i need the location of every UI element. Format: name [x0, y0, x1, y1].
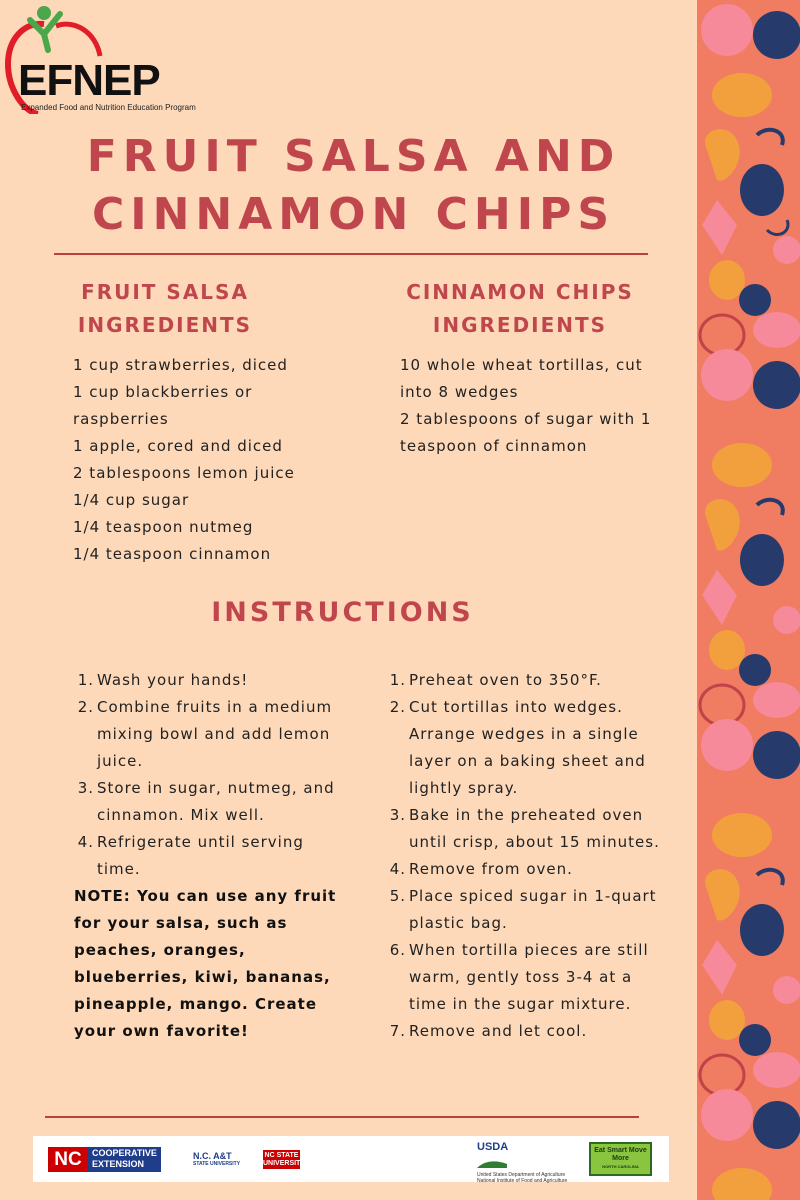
step-text: Remove and let cool.: [409, 1022, 588, 1040]
partner-logos-footer: [33, 1136, 669, 1182]
step-number: 5.: [389, 887, 406, 905]
usda-logo: [477, 1141, 568, 1184]
instructions-heading: INSTRUCTIONS: [211, 597, 474, 628]
ncstate-line-1: NC STATE: [264, 1152, 299, 1159]
step-item: [386, 667, 661, 694]
fruit-pattern: [697, 0, 800, 1200]
list-item: 1 cup blackberries or raspberries: [73, 383, 253, 428]
list-item: 1/4 cup sugar: [73, 491, 190, 509]
list-item: 1 cup strawberries, diced: [73, 356, 288, 374]
step-number: 4.: [389, 860, 406, 878]
salsa-note: NOTE: You can use any fruit for your salsa, such as peaches, oranges, blueberries, kiwi, bananas, pineapple, mango. Create your own favorite!: [74, 887, 337, 1040]
step-item: [74, 667, 336, 694]
logo-tagline: Expanded Food and Nutrition Education Program: [21, 103, 196, 112]
fruit-pattern-panel: [697, 0, 800, 1200]
step-item: [386, 1018, 661, 1045]
recipe-title: [0, 128, 707, 244]
step-text: Cut tortillas into wedges. Arrange wedges in a single layer on a baking sheet and lightly spray.: [409, 698, 646, 797]
step-item: [386, 883, 661, 937]
salsa-steps: [74, 667, 336, 883]
step-item: [386, 802, 661, 856]
list-item: 2 tablespoons of sugar with 1 teaspoon of cinnamon: [400, 410, 652, 455]
step-number: 1.: [77, 671, 94, 689]
list-item: 10 whole wheat tortillas, cut into 8 wedges: [400, 356, 643, 401]
coop-extension-mark: [88, 1147, 161, 1172]
step-item: [386, 937, 661, 1018]
step-text: Combine fruits in a medium mixing bowl and add lemon juice.: [97, 698, 333, 770]
step-number: 7.: [389, 1022, 406, 1040]
step-item: [74, 694, 336, 775]
nc-state-logo: [263, 1150, 306, 1169]
list-item: 2 tablespoons lemon juice: [73, 464, 295, 482]
aandt-sub: STATE UNIVERSITY: [193, 1161, 241, 1167]
cinnamon-chips-heading-line-2: INGREDIENTS: [432, 313, 608, 337]
cinnamon-chips-heading-line-1: CINNAMON CHIPS: [406, 280, 634, 304]
cinnamon-chips-heading: [400, 276, 640, 342]
step-text: Place spiced sugar in 1-quart plastic bag.: [409, 887, 657, 932]
step-text: Wash your hands!: [97, 671, 249, 689]
step-text: Store in sugar, nutmeg, and cinnamon. Mix well.: [97, 779, 335, 824]
efnep-logo: [4, 4, 196, 114]
step-number: 3.: [389, 806, 406, 824]
aandt-name: N.C. A&T: [193, 1151, 232, 1161]
logo-wordmark: EFNEP: [18, 56, 160, 105]
ncstate-line-2: UNIVERSITY: [263, 1160, 306, 1167]
step-number: 4.: [77, 833, 94, 851]
title-divider: [54, 253, 648, 255]
title-line-1: FRUIT SALSA AND: [86, 131, 621, 182]
fruit-salsa-heading: [60, 276, 270, 342]
footer-divider: [45, 1116, 639, 1118]
step-text: Remove from oven.: [409, 860, 573, 878]
step-number: 1.: [389, 671, 406, 689]
fruit-salsa-heading-line-1: FRUIT SALSA: [81, 280, 249, 304]
fruit-tile: [700, 443, 800, 779]
usda-field-icon: [477, 1160, 507, 1168]
step-number: 2.: [77, 698, 94, 716]
list-item: 1/4 teaspoon cinnamon: [73, 545, 272, 563]
step-number: 6.: [389, 941, 406, 959]
fruit-salsa-ingredients: [73, 352, 363, 568]
coop-line-2: EXTENSION: [92, 1159, 145, 1169]
step-number: 2.: [389, 698, 406, 716]
eat-smart-text: Eat Smart Move More: [594, 1147, 647, 1162]
coop-line-1: COOPERATIVE: [92, 1148, 157, 1158]
step-text: Bake in the preheated oven until crisp, about 15 minutes.: [409, 806, 660, 851]
step-item: [386, 694, 661, 802]
title-line-2: CINNAMON CHIPS: [91, 189, 616, 240]
fruit-salsa-heading-line-2: INGREDIENTS: [77, 313, 253, 337]
chips-steps: [386, 667, 661, 1045]
fruit-tile: [700, 813, 800, 1200]
usda-sub-1: United States Department of Agriculture: [477, 1172, 566, 1178]
nc-cooperative-extension-logo: [48, 1147, 181, 1172]
step-number: 3.: [77, 779, 94, 797]
step-item: [386, 856, 661, 883]
step-text: When tortilla pieces are still warm, gently toss 3-4 at a time in the sugar mixture.: [409, 941, 649, 1013]
eat-smart-move-more-logo: [589, 1142, 652, 1176]
usda-mark: USDA: [477, 1141, 509, 1153]
step-item: [74, 775, 336, 829]
usda-sub-2: National Institute of Food and Agriculture: [477, 1178, 568, 1184]
list-item: 1 apple, cored and diced: [73, 437, 283, 455]
nc-mark: NC: [48, 1147, 88, 1172]
fruit-tile: [700, 4, 800, 409]
step-item: [74, 829, 336, 883]
step-text: Preheat oven to 350°F.: [409, 671, 602, 689]
nc-aandt-logo: [193, 1151, 240, 1167]
list-item: 1/4 teaspoon nutmeg: [73, 518, 254, 536]
eat-smart-sub: NORTH CAROLINA: [602, 1164, 639, 1169]
step-text: Refrigerate until serving time.: [97, 833, 304, 878]
cinnamon-chips-ingredients: [400, 352, 660, 460]
